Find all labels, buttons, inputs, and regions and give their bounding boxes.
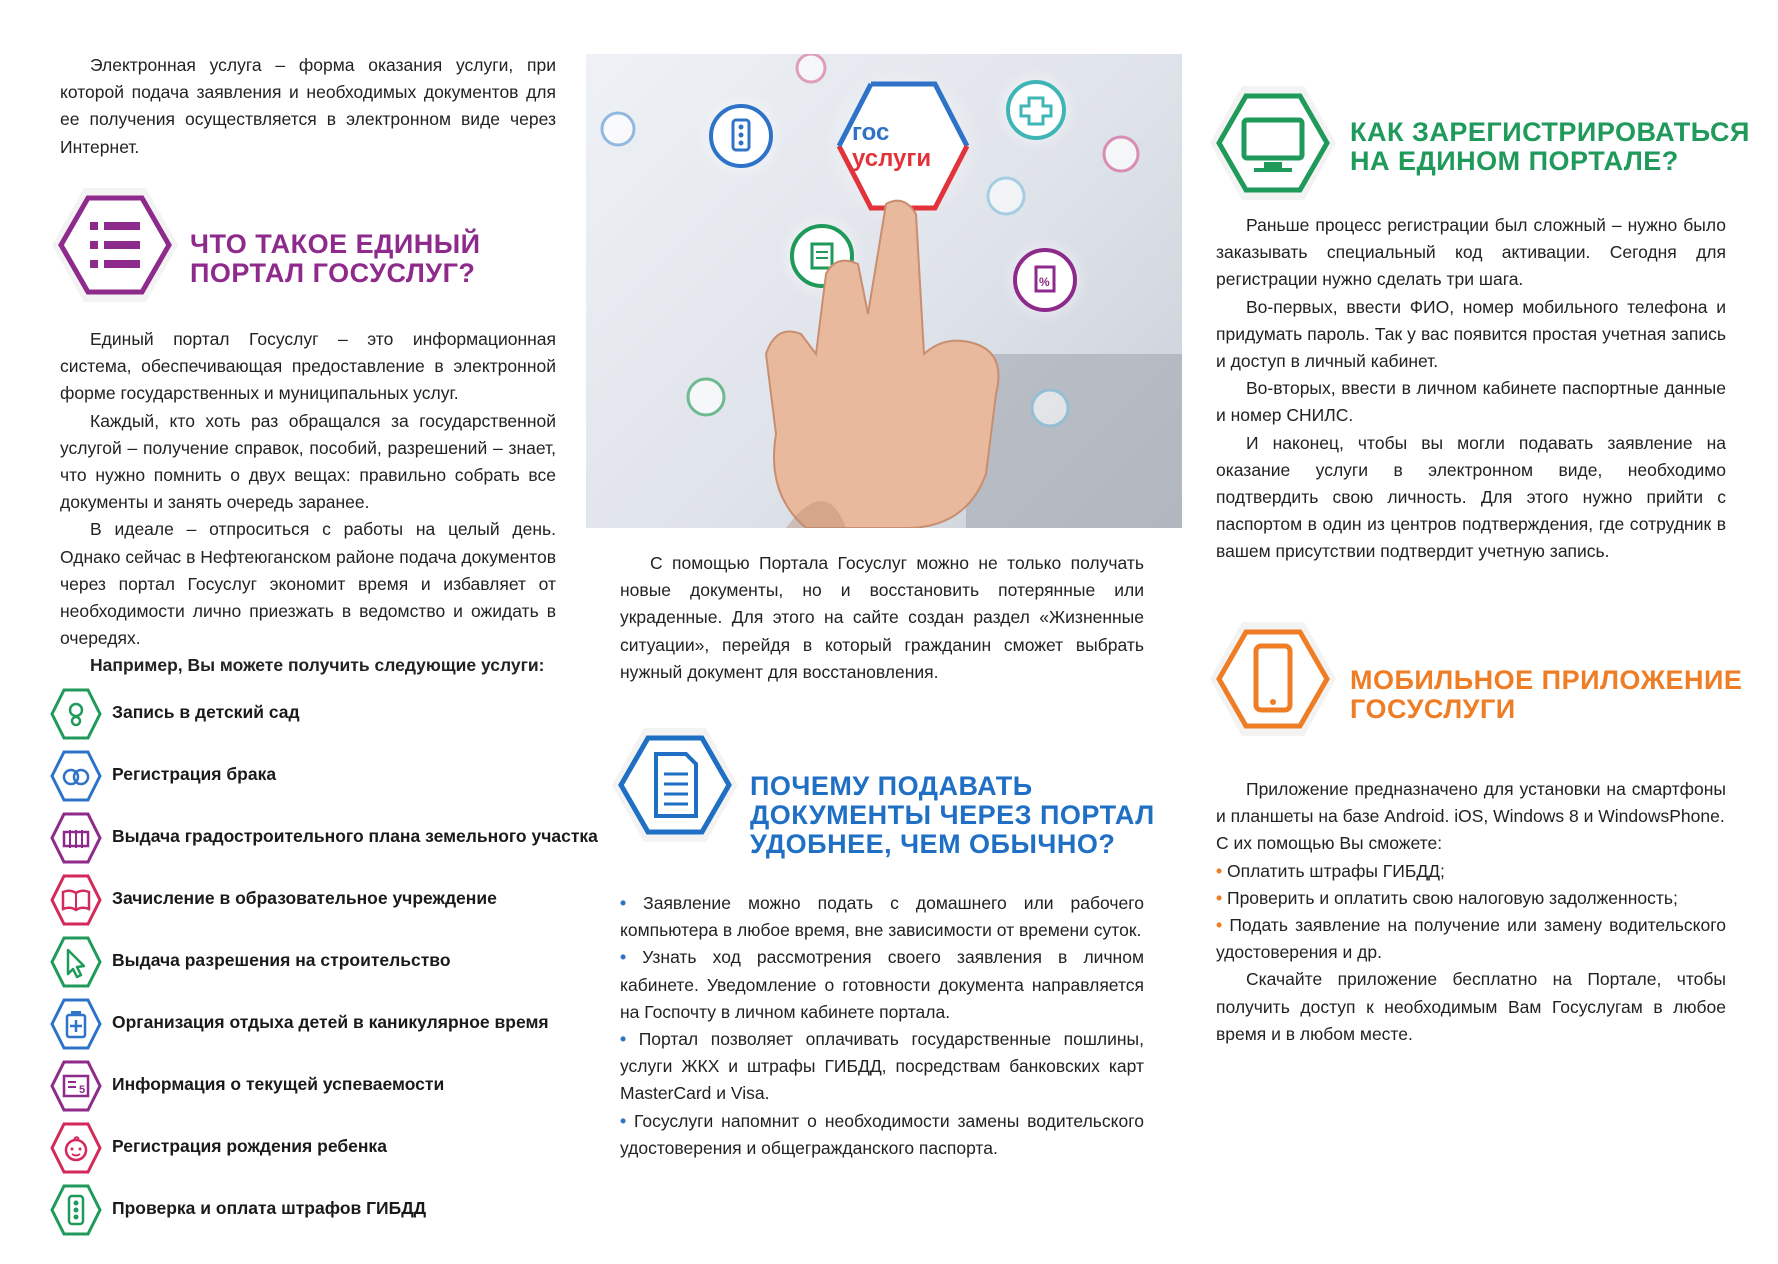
paragraph: И наконец, чтобы вы могли подавать заявление на оказание услуги в электронном виде, необходимо подтвердить свою личность. Для этого нужно прийти с паспортом в один из центров подтверждения, где сотрудник в вашем присутствии подтвердит учетную запись. <box>1216 432 1726 562</box>
pointer-icon <box>50 936 102 988</box>
heading-line: ЧТО ТАКОЕ ЕДИНЫЙ <box>190 229 481 259</box>
list-icon <box>50 184 180 306</box>
service-label: Зачисление в образовательное учреждение <box>112 888 497 908</box>
service-label: Информация о текущей успеваемости <box>112 1074 445 1094</box>
pacifier-icon <box>50 688 102 740</box>
service-item[interactable] <box>50 874 570 926</box>
mobile-app-badge <box>1208 618 1338 740</box>
mobile-app-heading <box>1350 666 1742 724</box>
heading-line: НА ЕДИНОМ ПОРТАЛЕ? <box>1350 146 1679 176</box>
service-item[interactable] <box>50 1122 570 1174</box>
heading-line: ПОРТАЛ ГОСУСЛУГ? <box>190 258 476 288</box>
service-label: Выдача разрешения на строительство <box>112 950 451 970</box>
photo-logo-line2: услуги <box>852 145 932 172</box>
paragraph: В идеале – отпроситься с работы на целый день. Однако сейчас в Нефтеюганском районе подача документов через портал Госуслуг экономит время и избавляет от необходимости лично приезжать в ведомство и ожидать в очередях. <box>60 519 556 649</box>
paragraph: Во-вторых, ввести в личном кабинете паспортные данные и номер СНИЛС. <box>1216 378 1726 426</box>
svg-text:5: 5 <box>79 1084 86 1096</box>
fence-icon <box>50 812 102 864</box>
what-is-portal-body <box>60 326 556 680</box>
paragraph: Раньше процесс регистрации был сложный – нужно было заказывать специальный код активации. Сегодня для регистрации нужно сделать три шага. <box>1216 215 1726 290</box>
why-portal-heading <box>750 772 1155 859</box>
service-item[interactable] <box>50 936 570 988</box>
register-badge <box>1208 82 1338 204</box>
service-label: Организация отдыха детей в каникулярное время <box>112 1012 549 1032</box>
medkit-icon <box>50 998 102 1050</box>
what-is-portal-badge <box>50 184 180 306</box>
hand-touch-icon <box>586 54 1182 528</box>
service-item[interactable] <box>50 688 570 740</box>
intro-text: Электронная услуга – форма оказания услуги, при которой подача заявления и необходимых документов для ее получения осуществляется в электронном виде через Интернет. <box>60 55 556 157</box>
service-label: Регистрация брака <box>112 764 277 784</box>
what-is-portal-heading <box>190 230 481 288</box>
diary-icon <box>50 1060 102 1112</box>
photo-logo-line1: гос <box>852 119 890 146</box>
heading-line: ДОКУМЕНТЫ ЧЕРЕЗ ПОРТАЛ <box>750 800 1155 830</box>
book-icon <box>50 874 102 926</box>
heading-line: ПОЧЕМУ ПОДАВАТЬ <box>750 771 1033 801</box>
recovery-text <box>620 550 1144 686</box>
service-item[interactable] <box>50 1060 570 1112</box>
heading-line: МОБИЛЬНОЕ ПРИЛОЖЕНИЕ <box>1350 665 1743 695</box>
bullet-item: • Оплатить штрафы ГИБДД; <box>1216 860 1445 881</box>
baby-icon <box>50 1122 102 1174</box>
service-label: Регистрация рождения ребенка <box>112 1136 387 1156</box>
document-icon <box>610 724 740 846</box>
service-label: Выдача градостроительного плана земельного участка <box>112 826 598 846</box>
example-heading: Например, Вы можете получить следующие услуги: <box>90 655 545 676</box>
service-item[interactable] <box>50 812 598 864</box>
why-portal-badge <box>610 724 740 846</box>
smartphone-icon <box>1208 618 1338 740</box>
paragraph: С их помощью Вы сможете: <box>1216 833 1443 854</box>
gosuslugi-photo <box>586 54 1182 528</box>
service-item[interactable] <box>50 1184 570 1236</box>
why-portal-bullets <box>620 890 1144 1162</box>
service-label: Запись в детский сад <box>112 702 300 722</box>
paragraph: Единый портал Госуслуг – это информационная система, обеспечивающая предоставление в электронной форме государственных и муниципальных услуг. <box>60 329 556 404</box>
rings-icon <box>50 750 102 802</box>
bullet-item: • Проверить и оплатить свою налоговую задолженность; <box>1216 887 1678 908</box>
paragraph: Приложение предназначено для установки на смартфоны и планшеты на базе Android. iOS, Windows 8 и WindowsPhone. <box>1216 779 1726 827</box>
mobile-app-body <box>1216 776 1726 1048</box>
register-heading <box>1350 118 1750 176</box>
service-label: Проверка и оплата штрафов ГИБДД <box>112 1198 427 1218</box>
bullet-item: • Портал позволяет оплачивать государственные пошлины, услуги ЖКХ и штрафы ГИБДД, посредствам банковских карт MasterCard и Visa. <box>620 1029 1144 1104</box>
register-body <box>1216 212 1726 566</box>
bullet-item: • Узнать ход рассмотрения своего заявления в личном кабинете. Уведомление о готовности документа направляется на Госпочту в личном кабинете портала. <box>620 947 1144 1022</box>
paragraph: Каждый, кто хоть раз обращался за государственной услугой – получение справок, пособий, разрешений – знает, что нужно помнить о двух вещах: правильно собрать все документы и занять очередь заранее. <box>60 410 556 513</box>
heading-line: ГОСУСЛУГИ <box>1350 694 1516 724</box>
service-item[interactable] <box>50 998 570 1050</box>
paragraph: С помощью Портала Госуслуг можно не только получать новые документы, но и восстановить потерянные или украденные. Для этого на сайте создан раздел «Жизненные ситуации», перейдя в который гражданин сможет выбрать нужный документ для восстановления. <box>620 553 1144 682</box>
monitor-icon <box>1208 82 1338 204</box>
bullet-item: • Подать заявление на получение или замену водительского удостоверения и др. <box>1216 915 1726 963</box>
svg-text:%: % <box>1039 275 1050 289</box>
heading-line: УДОБНЕЕ, ЧЕМ ОБЫЧНО? <box>750 829 1116 859</box>
heading-line: КАК ЗАРЕГИСТРИРОВАТЬСЯ <box>1350 117 1750 147</box>
paragraph: Скачайте приложение бесплатно на Портале, чтобы получить доступ к необходимым Вам Госуслугам в любое время и в любом месте. <box>1216 969 1726 1044</box>
bullet-item: • Заявление можно подать с домашнего или рабочего компьютера в любое время, вне зависимости от времени суток. <box>620 893 1144 941</box>
bullet-item: • Госуслуги напомнит о необходимости замены водительского удостоверения и общегражданского паспорта. <box>620 1110 1144 1158</box>
traffic-light-icon <box>50 1184 102 1236</box>
service-item[interactable] <box>50 750 570 802</box>
paragraph: Во-первых, ввести ФИО, номер мобильного телефона и придумать пароль. Так у вас появится простая учетная запись и доступ в личный кабинет. <box>1216 296 1726 372</box>
